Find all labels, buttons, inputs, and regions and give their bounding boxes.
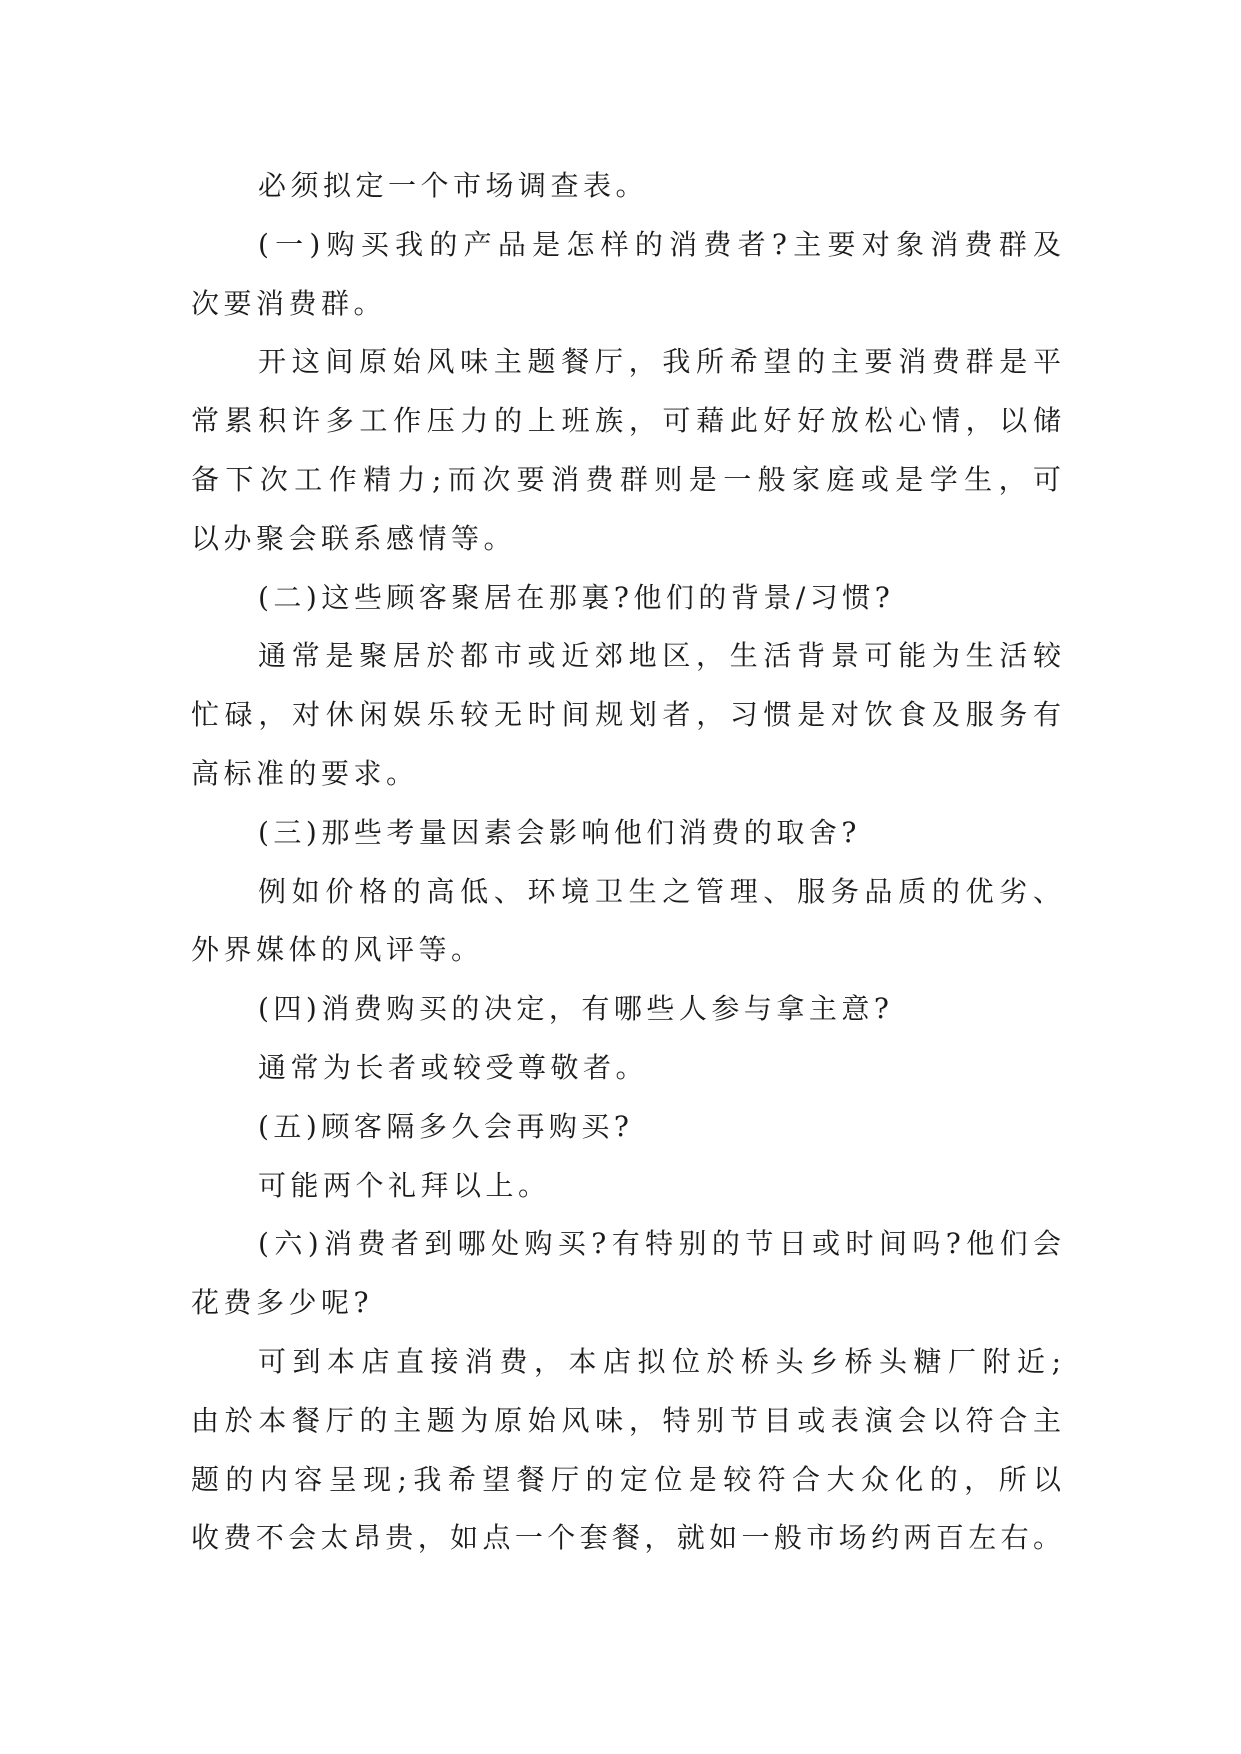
paragraph-line: 通常是聚居於都市或近郊地区，生活背景可能为生活较: [258, 639, 1061, 673]
paragraph-line: 高标准的要求。: [191, 756, 419, 790]
paragraph: [191, 627, 1061, 803]
paragraph: [191, 216, 1061, 334]
paragraph: [191, 333, 1061, 568]
paragraph: [191, 804, 1061, 863]
paragraph-line: 可到本店直接消费，本店拟位於桥头乡桥头糖厂附近;: [258, 1344, 1061, 1378]
paragraph-line: 次要消费群。: [191, 286, 387, 320]
paragraph-line: 常累积许多工作压力的上班族，可藉此好好放松心情，以储: [191, 404, 1061, 438]
document-body: [191, 157, 1061, 1568]
paragraph: [191, 1039, 1061, 1098]
paragraph-line: 通常为长者或较受尊敬者。: [258, 1050, 649, 1084]
paragraph: [191, 569, 1061, 628]
paragraph-line: 由於本餐厅的主题为原始风味，特别节目或表演会以符合主: [191, 1403, 1061, 1437]
paragraph-line: (四)消费购买的决定，有哪些人参与拿主意?: [258, 992, 894, 1026]
paragraph-line: (一)购买我的产品是怎样的消费者?主要对象消费群及: [258, 227, 1061, 261]
paragraph-line: 花费多少呢?: [191, 1286, 374, 1320]
paragraph-line: 以办聚会联系感情等。: [191, 521, 517, 555]
paragraph-line: 收费不会太昂贵，如点一个套餐，就如一般市场约两百左右。: [191, 1521, 1061, 1555]
paragraph: [191, 1333, 1061, 1568]
paragraph-line: 备下次工作精力;而次要消费群则是一般家庭或是学生，可: [191, 462, 1061, 496]
paragraph: [191, 980, 1061, 1039]
paragraph-line: 例如价格的高低、环境卫生之管理、服务品质的优劣、: [258, 874, 1061, 908]
paragraph-line: (五)顾客隔多久会再购买?: [258, 1109, 634, 1143]
paragraph: [191, 1098, 1061, 1157]
paragraph: [191, 1157, 1061, 1216]
paragraph-line: (二)这些顾客聚居在那裏?他们的背景/习惯?: [258, 580, 895, 614]
paragraph-line: (六)消费者到哪处购买?有特别的节日或时间吗?他们会: [258, 1227, 1061, 1261]
paragraph-line: 可能两个礼拜以上。: [258, 1168, 551, 1202]
paragraph: [191, 1215, 1061, 1333]
paragraph: [191, 863, 1061, 981]
paragraph: [191, 157, 1061, 216]
paragraph-line: 题的内容呈现;我希望餐厅的定位是较符合大众化的，所以: [191, 1462, 1061, 1496]
paragraph-line: 忙碌，对休闲娱乐较无时间规划者，习惯是对饮食及服务有: [191, 698, 1061, 732]
paragraph-line: 必须拟定一个市场调查表。: [258, 169, 649, 202]
paragraph-line: 外界媒体的风评等。: [191, 933, 484, 967]
paragraph-line: (三)那些考量因素会影响他们消费的取舍?: [258, 815, 861, 849]
paragraph-line: 开这间原始风味主题餐厅，我所希望的主要消费群是平: [258, 345, 1061, 379]
